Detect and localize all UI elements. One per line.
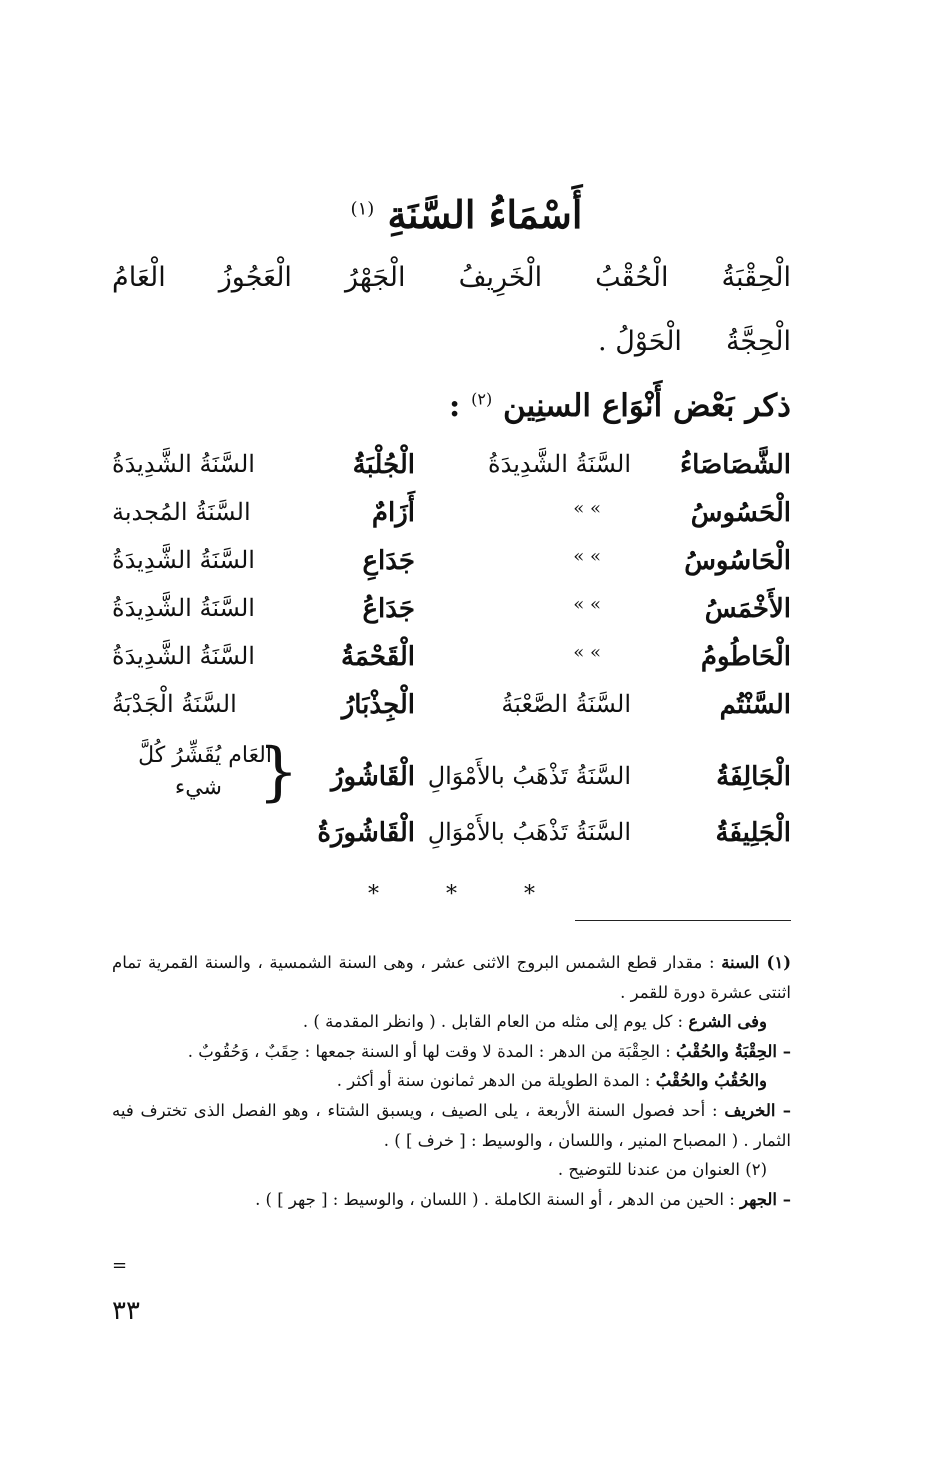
footnote: (٢) العنوان من عندنا للتوضيح . [557, 1160, 767, 1180]
footnote [112, 1066, 791, 1096]
term: الأَخْمَسُ [704, 594, 791, 624]
term: الْجَالِفَةُ [716, 762, 791, 792]
meaning: السَّنَةُ الصَّعْبَةُ [501, 690, 631, 718]
term: أَزَامٌ [371, 498, 415, 528]
ditto-mark: » » [573, 498, 601, 519]
footnote-lead: (١) السنة [721, 953, 791, 972]
meaning: السَّنَةُ تَذْهَبُ بالأَمْوَالِ [427, 762, 631, 790]
term: الْحَاطُومُ [700, 642, 791, 672]
footnote [112, 1007, 791, 1037]
footnote-lead: – الجهر [740, 1189, 791, 1209]
footnote-text: : الحِقْبَة من الدهر : المدة لا وقت لها أو السنة جمعها : حِقَبٌ ، وَحُقُوبٌ . [187, 1041, 671, 1061]
footnote-lead: – الحِقْبَةُ والحُقْبُ [676, 1041, 791, 1061]
footnote-lead: – الخريف [724, 1100, 792, 1120]
synonym-word: الْعَجُوزُ [218, 262, 292, 293]
section-subtitle [449, 388, 791, 424]
curly-brace-icon: { [258, 735, 299, 809]
meaning: السَّنَةُ الشَّدِيدَةُ [112, 642, 255, 670]
meaning: السَّنَةُ الشَّدِيدَةُ [112, 594, 255, 622]
term: الْحَاسُوسُ [684, 546, 791, 576]
table-row [112, 690, 791, 736]
term: الْقَحْمَةُ [340, 642, 415, 672]
page-number: ٣٣ [112, 1296, 140, 1326]
synonym-word: الْحُقْبُ [595, 262, 669, 293]
meaning: السَّنَةُ الشَّدِيدَةُ [488, 450, 631, 478]
footnote-lead: وفى الشرع [688, 1012, 767, 1032]
footnote-rule [575, 920, 791, 921]
synonym-word: الْحَوْلُ . [598, 326, 682, 357]
footnote-text: : أحد فصول السنة الأربعة ، يلى الصيف ، ويسبق الشتاء ، وهو الفصل الذى تخترف فيه الثمار . ( المصباح المنير ، واللسان ، والوسيط : [ خرف ] ) . [112, 1100, 791, 1150]
synonyms-line-1 [112, 262, 791, 293]
meaning: السَّنَةُ الْجَدْبَةُ [112, 690, 237, 718]
meaning: السَّنَةُ المُجدبة [112, 498, 251, 526]
footnote-text: : الحين من الدهر ، أو السنة الكاملة . ( اللسان ، والوسيط : [ جهر ] ) . [255, 1189, 735, 1209]
synonym-word: الْعَامُ [112, 262, 166, 293]
table-row [112, 594, 791, 640]
footnote [112, 1185, 791, 1215]
synonym-word: الْجَهْرُ [345, 262, 406, 293]
term: الشَّصَاصَاءُ [679, 450, 791, 480]
title-footnote-ref[interactable]: (١) [350, 198, 375, 220]
title-text: أَسْمَاءُ السَّنَةِ [387, 192, 583, 237]
ditto-mark: » » [573, 594, 601, 615]
footnote-text: : كل يوم إلى مثله من العام القابل . ( وانظر المقدمة ) . [302, 1012, 684, 1032]
continuation-mark: = [112, 1255, 128, 1276]
synonym-word: الْحِجَّةُ [725, 326, 791, 357]
footnote-lead: والحُقُبُ والحُقْبُ [655, 1071, 767, 1091]
subtitle-colon: : [448, 388, 461, 424]
footnote-text: : المدة الطويلة من الدهر ثمانون سنة أو أكثر . [336, 1071, 651, 1091]
term: الْقَاشُورُ [331, 762, 415, 792]
footnote-text: : مقدار قطع الشمس البروج الاثنى عشر ، وهى السنة الشمسية ، والسنة القمرية تمام اثنتى عشرة دورة للقمر . [112, 953, 791, 1002]
page-title [0, 192, 933, 237]
footnote [112, 948, 791, 1007]
subtitle-text: ذكر بَعْض أَنْوَاع السنِين [503, 388, 791, 424]
footnote [112, 1096, 791, 1155]
shared-meaning-brace [112, 735, 299, 809]
section-separator: * * * [368, 882, 565, 907]
table-row [112, 450, 791, 496]
synonyms-line-2 [112, 326, 791, 357]
synonym-word: الْخَرِيفُ [458, 262, 543, 293]
brace-text-line: العَام يُقَشِّرُ كُلَّ [138, 743, 272, 768]
term: الْحَسُوسُ [690, 498, 791, 528]
term: جَدَاعِ [362, 546, 415, 576]
table-row [112, 546, 791, 592]
term: السَّنْتُم [719, 690, 791, 720]
table-row [112, 818, 791, 864]
meaning: السَّنَةُ الشَّدِيدَةُ [112, 450, 255, 478]
synonym-word: الْحِقْبَةُ [721, 262, 791, 293]
table-row [112, 498, 791, 544]
ditto-mark: » » [573, 642, 601, 663]
term: الْجُلْبَةُ [352, 450, 415, 480]
term: الْجِذْبَارُ [341, 690, 415, 720]
subtitle-footnote-ref[interactable]: (٢) [471, 389, 493, 409]
ditto-mark: » » [573, 546, 601, 567]
term: الْجَلِيفَةُ [715, 818, 791, 848]
brace-text-line: شيء [174, 775, 222, 800]
meaning: السَّنَةُ الشَّدِيدَةُ [112, 546, 255, 574]
term: الْقَاشُورَةُ [317, 818, 415, 848]
footnotes [112, 948, 791, 1214]
footnote [112, 1037, 791, 1067]
table-row [112, 642, 791, 688]
meaning: السَّنَةُ تَذْهَبُ بالأَمْوَالِ [427, 818, 631, 846]
term: جَدَاعُ [362, 594, 415, 624]
